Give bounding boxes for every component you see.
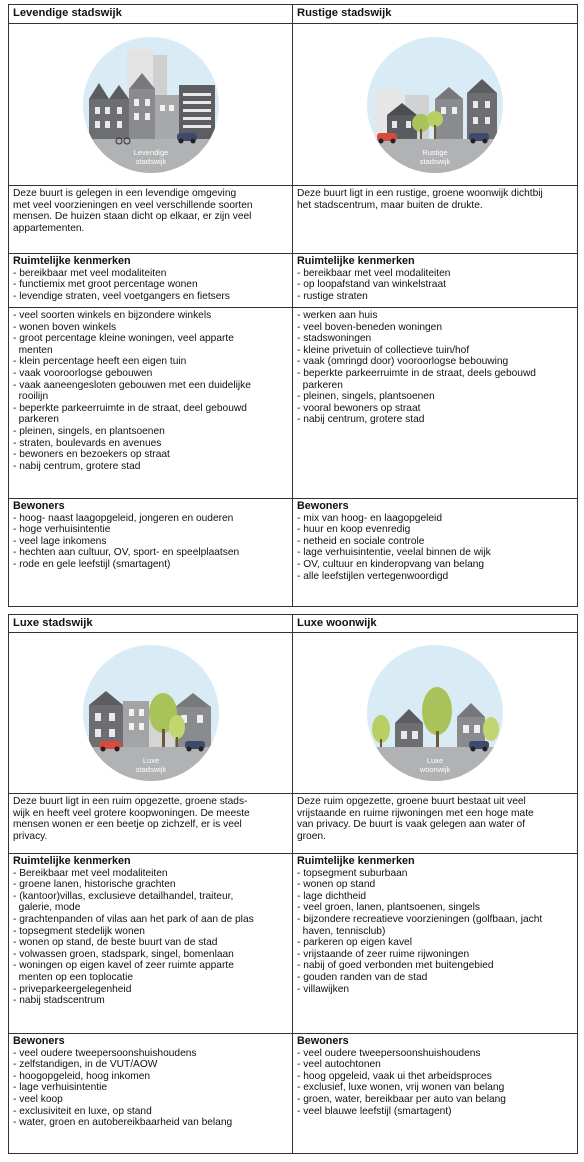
list-item: - gouden randen van de stad — [297, 971, 428, 983]
list-item: - veel blauwe leefstijl (smartagent) — [297, 1105, 452, 1117]
illustration-row — [9, 24, 577, 186]
bewoners-cell — [9, 499, 293, 606]
description-cell — [9, 186, 293, 253]
bewoners-cell — [293, 1034, 577, 1153]
bewoners-row — [9, 1034, 577, 1153]
list-item: - pleinen, singels, plantsoenen — [297, 391, 435, 403]
list-item: menten — [13, 344, 53, 356]
section-heading: Ruimtelijke kenmerken — [297, 855, 415, 867]
list-item: - lage verhuisintentie — [13, 1082, 108, 1094]
description-line: het stadscentrum, maar buiten de drukte. — [297, 199, 483, 211]
list-item: - veel autochtonen — [297, 1059, 381, 1071]
list-item: rooilijn — [13, 391, 49, 403]
list-item: - bereikbaar met veel modaliteiten — [13, 267, 167, 279]
bewoners-cell — [293, 499, 577, 606]
list-item: - nabij centrum, grotere stad — [13, 460, 141, 472]
badge-text: Levendige — [133, 147, 168, 157]
list-item: - veel koop — [13, 1093, 63, 1105]
quiet-city-illustration — [365, 35, 505, 175]
badge-text: Luxe — [142, 756, 159, 765]
list-item: - functiemix met groot percentage wonen — [13, 279, 198, 291]
description-line: Deze buurt ligt in een rustige, groene woonwijk dichtbij — [297, 188, 543, 199]
list-item: - veel oudere tweepersoonshuishoudens — [297, 1047, 481, 1059]
badge-text: Rustige — [422, 147, 448, 157]
list-item: - vaak (omringd door) vooroorlogse bebouwing — [297, 356, 509, 368]
list-item: - kleine privetuin of collectieve tuin/hof — [297, 344, 470, 356]
list-item: - priveparkeergelegenheid — [13, 983, 132, 995]
list-item: - vrijstaande of zeer ruime rijwoningen — [297, 948, 470, 960]
luxury-city-illustration — [81, 643, 221, 783]
list-item: - werken aan huis — [297, 310, 378, 321]
description-line: van privacy. De buurt is vaak gelegen aan water of — [297, 819, 526, 831]
neighbourhood-table-1 — [8, 4, 578, 607]
list-item: parkeren — [297, 379, 343, 391]
list-item: - stadswoningen — [297, 333, 372, 345]
list-item: - levendige straten, veel voetgangers en fietsers — [13, 290, 230, 302]
list-item: - rode en gele leefstijl (smartagent) — [13, 558, 171, 570]
list-item: - netheid en sociale controle — [297, 535, 425, 547]
ruimte-cell — [293, 854, 577, 1033]
list-item: - nabij stadscentrum — [13, 995, 105, 1007]
description-line: mensen. De huizen staan dicht op elkaar, er zijn veel — [13, 211, 252, 223]
list-item: - wonen op stand — [297, 879, 376, 891]
list-item: - Bereikbaar met veel modaliteiten — [13, 867, 168, 879]
list-item: - nabij of goed verbonden met buitengebied — [297, 960, 494, 972]
section-heading: Ruimtelijke kenmerken — [13, 855, 131, 867]
neighbourhood-title: Levendige stadswijk — [9, 5, 293, 23]
list-item: - mix van hoog- en laagopgeleid — [297, 512, 442, 524]
lively-city-illustration — [81, 35, 221, 175]
list-item: - groene lanen, historische grachten — [13, 879, 176, 891]
badge-text: stadswijk — [419, 156, 451, 166]
ruimte-row — [9, 854, 577, 1034]
ruimte-top-row — [9, 254, 577, 308]
section-heading: Ruimtelijke kenmerken — [297, 255, 415, 267]
section-heading: Bewoners — [297, 1035, 349, 1047]
section-heading: Ruimtelijke kenmerken — [13, 255, 131, 267]
description-line: mensen wonen er een beetje op zichzelf, er is veel — [13, 819, 242, 831]
neighbourhood-title: Luxe woonwijk — [297, 617, 377, 629]
list-item: - zelfstandigen, in de VUT/AOW — [13, 1059, 158, 1071]
list-item: - vooral bewoners op straat — [297, 402, 421, 414]
list-item: - hoge verhuisintentie — [13, 524, 111, 536]
description-line: Deze buurt ligt in een ruim opgezette, groene stads- — [13, 796, 248, 807]
list-item: - op loopafstand van winkelstraat — [297, 279, 446, 291]
list-item: - veel lage inkomens — [13, 535, 107, 547]
list-item: - lage dichtheid — [297, 890, 367, 902]
title-row — [9, 615, 577, 633]
section-heading: Bewoners — [297, 500, 349, 512]
list-item: - klein percentage heeft een eigen tuin — [13, 356, 187, 368]
list-item: - alle leefstijlen vertegenwoordigd — [297, 570, 449, 582]
list-item: - topsegment stedelijk wonen — [13, 925, 145, 937]
illustration-cell — [9, 633, 293, 793]
list-item: - water, groen en autobereikbaarheid van belang — [13, 1117, 233, 1129]
description-line: Deze ruim opgezette, groene buurt bestaat uit veel — [297, 796, 526, 807]
description-line: Deze buurt is gelegen in een levendige omgeving — [13, 188, 237, 199]
bewoners-row — [9, 499, 577, 606]
list-item: - vaak vooroorlogse gebouwen — [13, 367, 153, 379]
list-item: menten op een toplocatie — [13, 971, 134, 983]
illustration-cell — [293, 633, 577, 793]
description-line: appartementen. — [13, 222, 85, 234]
list-item: - veel boven-beneden woningen — [297, 321, 442, 333]
list-item: - bijzondere recreatieve voorzieningen (golfbaan, jacht — [297, 913, 543, 925]
neighbourhood-title: Rustige stadswijk — [297, 7, 392, 19]
ruimte-cell — [9, 254, 293, 307]
badge-text: woonwijk — [419, 765, 451, 774]
neighbourhood-table-2 — [8, 614, 578, 1154]
list-item: - pleinen, singels, en plantsoenen — [13, 425, 165, 437]
list-item: - (kantoor)villas, exclusieve detailhandel, traiteur, — [13, 890, 234, 902]
list-item: - beperkte parkeerruimte in de straat, deels gebouwd — [297, 367, 536, 379]
list-item: - nabij centrum, grotere stad — [297, 414, 425, 426]
list-item: - bewoners en bezoekers op straat — [13, 449, 170, 461]
badge-text: Luxe — [426, 756, 444, 765]
description-line: groen. — [297, 830, 326, 842]
illustration-row — [9, 633, 577, 794]
bewoners-cell — [9, 1034, 293, 1153]
badge-text: stadswijk — [135, 156, 166, 166]
illustration-cell — [9, 24, 293, 185]
list-item: - veel groen, lanen, plantsoenen, singels — [297, 902, 480, 914]
list-item: - beperkte parkeerruimte in de straat, deel gebouwd — [13, 402, 247, 414]
list-item: - grachtenpanden of vilas aan het park of aan de plas — [13, 913, 254, 925]
description-line: privacy. — [13, 830, 48, 842]
description-cell — [293, 794, 577, 853]
list-item: - groen, water, bereikbaar per auto van belang — [297, 1093, 506, 1105]
ruimte-cell — [9, 308, 293, 498]
list-item: - OV, cultuur en kinderopvang van belang — [297, 558, 485, 570]
list-item: - hoogopgeleid, hoog inkomen — [13, 1070, 151, 1082]
list-item: - wonen boven winkels — [13, 321, 117, 333]
list-item: - exclusief, luxe wonen, vrij wonen van belang — [297, 1082, 505, 1094]
list-item: - vaak aaneengesloten gebouwen met een duidelijke — [13, 379, 251, 391]
list-item: - bereikbaar met veel modaliteiten — [297, 267, 451, 279]
description-row — [9, 186, 577, 254]
luxury-residential-illustration — [365, 643, 505, 783]
neighbourhood-title: Luxe stadswijk — [9, 615, 293, 632]
list-item: - wonen op stand, de beste buurt van de stad — [13, 937, 218, 949]
list-item: - huur en koop evenredig — [297, 524, 411, 536]
list-item: - straten, boulevards en avenues — [13, 437, 162, 449]
list-item: - villawijken — [297, 983, 350, 995]
description-line: wijk en heeft veel grotere koopwoningen. De meeste — [13, 807, 250, 819]
ruimte-cell — [9, 854, 293, 1033]
ruimte-cell — [293, 308, 577, 498]
ruimte-cell — [293, 254, 577, 307]
section-heading: Bewoners — [13, 1035, 65, 1047]
list-item: - groot percentage kleine woningen, veel apparte — [13, 333, 234, 345]
list-item: galerie, mode — [13, 902, 81, 914]
list-item: - volwassen groen, stadspark, singel, bomenlaan — [13, 948, 234, 960]
title-row — [9, 5, 577, 24]
list-item: - hoog- naast laagopgeleid, jongeren en ouderen — [13, 512, 234, 524]
badge-text: stadswijk — [135, 765, 166, 774]
list-item: - exclusiviteit en luxe, op stand — [13, 1105, 152, 1117]
description-cell — [9, 794, 293, 853]
description-cell — [293, 186, 577, 253]
section-heading: Bewoners — [13, 500, 65, 512]
description-row — [9, 794, 577, 854]
list-item: - topsegment suburbaan — [297, 867, 408, 879]
list-item: - veel oudere tweepersoonshuishoudens — [13, 1047, 197, 1059]
illustration-cell — [293, 24, 577, 185]
list-item: - hechten aan cultuur, OV, sport- en speelplaatsen — [13, 547, 240, 559]
list-item: haven, tennisclub) — [297, 925, 386, 937]
description-line: vrijstaande en ruime rijwoningen met een hoge mate — [297, 807, 534, 819]
list-item: - rustige straten — [297, 290, 368, 302]
list-item: - veel soorten winkels en bijzondere winkels — [13, 310, 212, 321]
list-item: - parkeren op eigen kavel — [297, 937, 412, 949]
list-item: - woningen op eigen kavel of zeer ruimte apparte — [13, 960, 234, 972]
list-item: parkeren — [13, 414, 59, 426]
list-item: - hoog opgeleid, vaak ui thet arbeidsproces — [297, 1070, 492, 1082]
description-line: met veel voorzieningen en veel verschillende soorten — [13, 199, 253, 211]
ruimte-more-row — [9, 308, 577, 499]
list-item: - lage verhuisintentie, veelal binnen de wijk — [297, 547, 491, 559]
